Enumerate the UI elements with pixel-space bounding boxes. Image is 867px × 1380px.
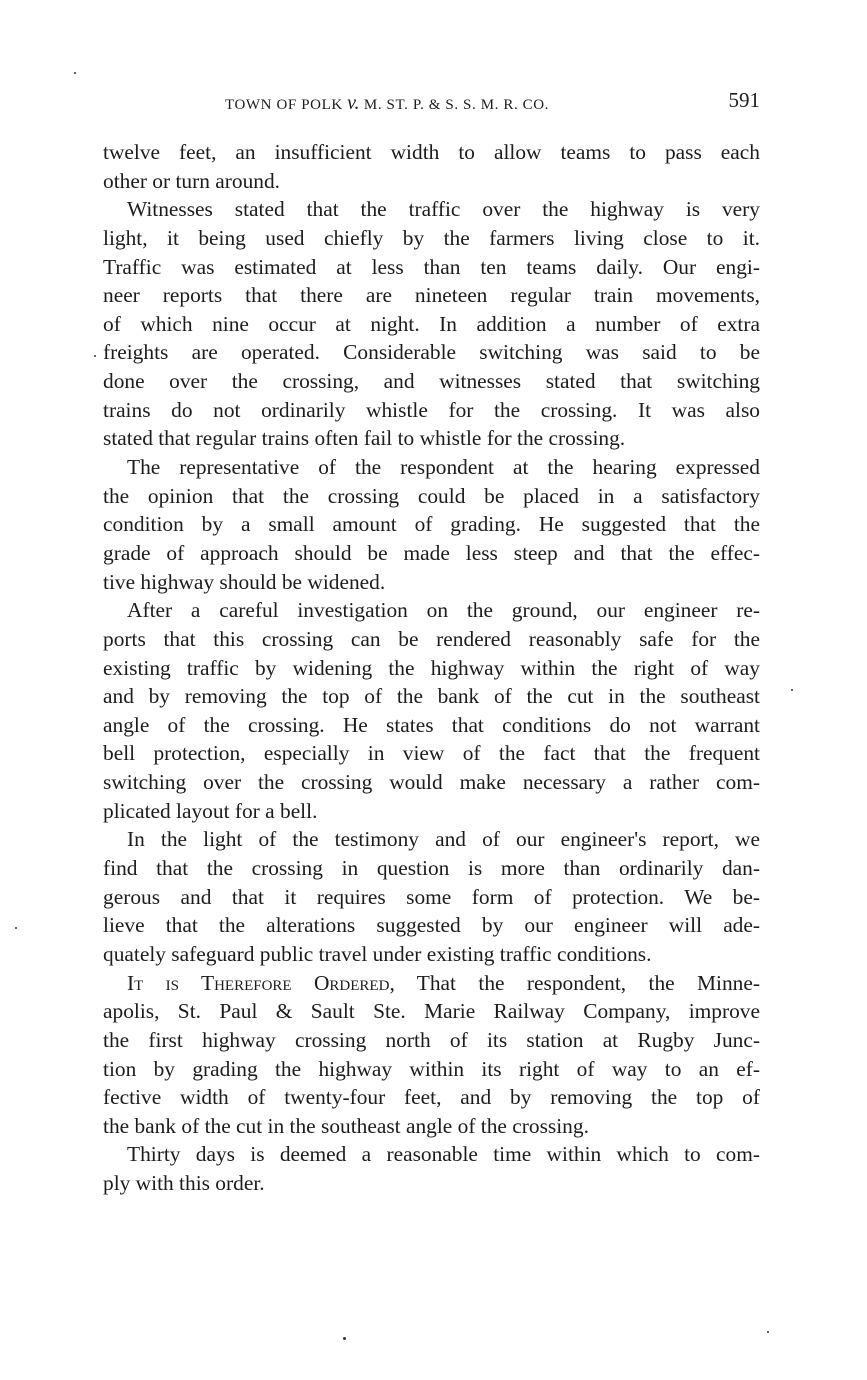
text-line: neer reports that there are nineteen regular train movements, (103, 283, 760, 308)
text-line: other or turn around. (103, 168, 281, 193)
text-line: the opinion that the crossing could be placed in a satisfactory (103, 483, 760, 508)
text-line: gerous and that it requires some form of protection. We be- (103, 884, 760, 909)
text-line: Thirty days is deemed a reasonable time within which to com- (127, 1142, 760, 1167)
text-line: Traffic was estimated at less than ten teams daily. Our engi- (103, 254, 760, 279)
text-line: After a careful investigation on the ground, our engineer re- (127, 598, 760, 623)
text-line: plicated layout for a bell. (103, 798, 318, 823)
running-title-parties: TOWN OF POLK (225, 97, 343, 113)
text-line: done over the crossing, and witnesses stated that switching (103, 369, 760, 394)
text-line: the bank of the cut in the southeast angle of the crossing. (103, 1113, 589, 1138)
text-line: apolis, St. Paul & Sault Ste. Marie Railway Company, improve (103, 999, 760, 1024)
text-line: of which nine occur at night. In addition a number of extra (103, 311, 760, 336)
order-lead-smallcaps: It is Therefore Ordered (127, 970, 390, 995)
text-line (103, 969, 760, 998)
print-speck (94, 355, 96, 357)
text-line: and by removing the top of the bank of the cut in the southeast (103, 684, 760, 709)
running-header (103, 88, 763, 114)
print-speck (343, 1337, 346, 1340)
print-speck (74, 72, 76, 74)
print-speck (15, 927, 17, 929)
text-line: The representative of the respondent at the hearing expressed (127, 455, 760, 480)
text-line: condition by a small amount of grading. He suggested that the (103, 512, 760, 537)
text-line: fective width of twenty-four feet, and by removing the top of (103, 1085, 760, 1110)
text-line: In the light of the testimony and of our engineer's report, we (127, 827, 760, 852)
text-line: stated that regular trains often fail to whistle for the crossing. (103, 426, 626, 451)
print-speck (767, 1331, 769, 1333)
text-line: tive highway should be widened. (103, 569, 386, 594)
text-line: lieve that the alterations suggested by our engineer will ade- (103, 913, 760, 938)
text-line: Witnesses stated that the traffic over the highway is very (127, 197, 760, 222)
text-line: light, it being used chiefly by the farmers living close to it. (103, 225, 760, 250)
running-title-respondent: M. ST. P. & S. S. M. R. CO. (363, 97, 550, 113)
text-line: grade of approach should be made less steep and that the effec- (103, 540, 760, 565)
text-line: bell protection, especially in view of the fact that the frequent (103, 741, 760, 766)
text-line: ports that this crossing can be rendered reasonably safe for the (103, 626, 760, 651)
running-title-versus: v. (347, 92, 360, 114)
text-line: tion by grading the highway within its right of way to an ef- (103, 1056, 760, 1081)
text-line: angle of the crossing. He states that conditions do not warrant (103, 712, 760, 737)
text-line: twelve feet, an insufficient width to allow teams to pass each (103, 140, 760, 164)
order-body-text (103, 138, 760, 1198)
print-speck (791, 689, 793, 691)
page-number: 591 (728, 88, 760, 112)
running-title (225, 92, 549, 115)
text-line: ply with this order. (103, 1171, 265, 1196)
text-line: existing traffic by widening the highway within the right of way (103, 655, 760, 680)
text-line: switching over the crossing would make necessary a rather com- (103, 770, 760, 795)
text-line: trains do not ordinarily whistle for the crossing. It was also (103, 397, 760, 422)
order-lead-rest: , That the respondent, the Minne- (389, 970, 760, 995)
text-line: the first highway crossing north of its station at Rugby Junc- (103, 1027, 760, 1052)
text-line: quately safeguard public travel under existing traffic conditions. (103, 941, 652, 966)
text-line: find that the crossing in question is more than ordinarily dan- (103, 856, 760, 881)
text-line: freights are operated. Considerable switching was said to be (103, 340, 760, 365)
